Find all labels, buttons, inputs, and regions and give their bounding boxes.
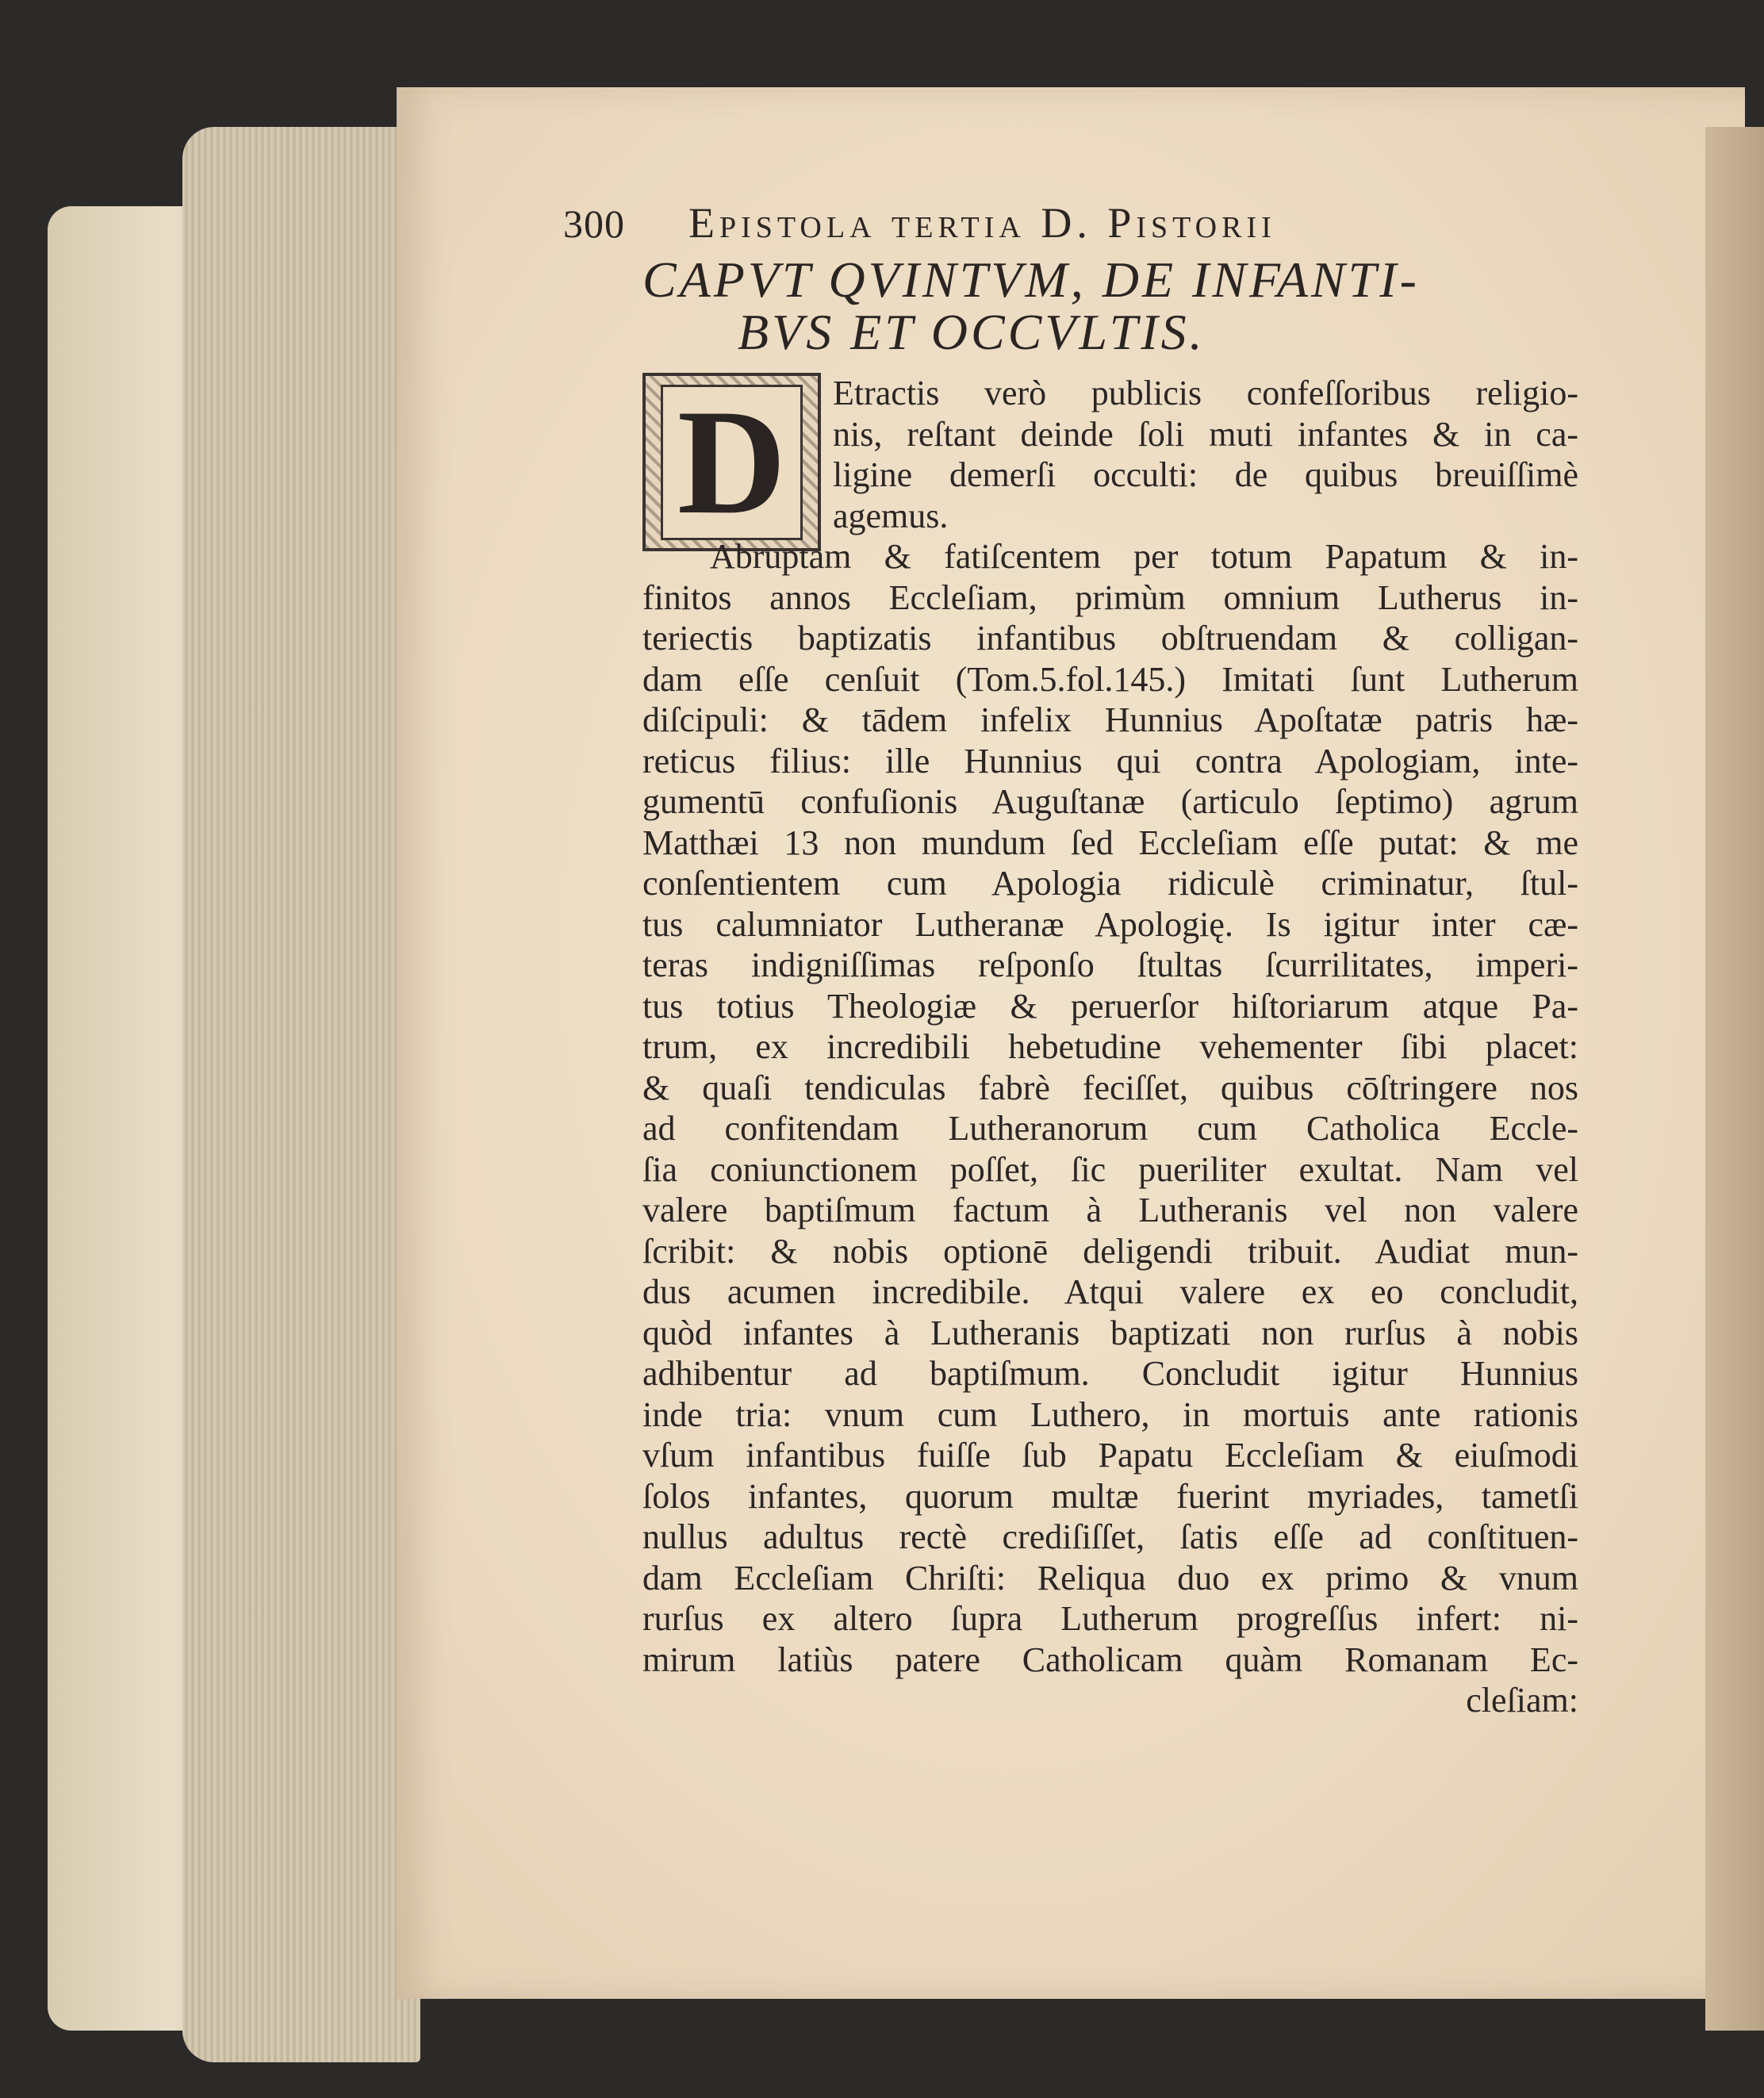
text-line: rurſus ex altero ſupra Lutherum progreſſus infert: ni-	[642, 1599, 1578, 1638]
running-head: Epistola tertia D. Pistorii	[688, 199, 1276, 247]
text-line: ad confitendam Lutheranorum cum Catholica Eccle-	[642, 1109, 1578, 1148]
text-line: diſcipuli: & tādem infelix Hunnius Apoſtatæ patris hæ-	[642, 700, 1578, 739]
text-line: nullus adultus rectè crediſiſſet, ſatis eſſe ad conſtituen-	[642, 1517, 1578, 1556]
text-line: Abruptam & fatiſcentem per totum Papatum & in-	[710, 537, 1578, 576]
text-line: tus totius Theologiæ & peruerſor hiſtoriarum atque Pa-	[642, 986, 1578, 1026]
text-line: ſolos infantes, quorum multæ fuerint myriades, tametſi	[642, 1476, 1578, 1516]
text-line: ſia coniunctionem poſſet, ſic pueriliter exultat. Nam vel	[642, 1149, 1578, 1189]
text-line: Matthæi 13 non mundum ſed Eccleſiam eſſe putat: & me	[642, 823, 1578, 862]
text-line: trum, ex incredibili hebetudine vehementer ſibi placet:	[642, 1027, 1578, 1066]
chapter-title-line: BVS ET OCCVLTIS.	[738, 306, 1206, 359]
text-line: adhibentur ad baptiſmum. Concludit igitur Hunnius	[642, 1354, 1578, 1393]
text-line: teras indigniſſimas reſponſo ſtultas ſcurrilitates, imperi-	[642, 945, 1578, 984]
chapter-title	[642, 254, 1570, 359]
text-line: quòd infantes à Lutheranis baptizati non rurſus à nobis	[642, 1313, 1578, 1352]
text-line: tus calumniator Lutheranæ Apologię. Is igitur inter cæ-	[642, 904, 1578, 944]
text-line: finitos annos Eccleſiam, primùm omnium Lutherus in-	[642, 577, 1578, 617]
text-line: vſum infantibus fuiſſe ſub Papatu Eccleſiam & eiuſmodi	[642, 1436, 1578, 1475]
page-header	[563, 198, 1594, 254]
text-line: teriectis baptizatis infantibus obſtruendam & colligan-	[642, 619, 1578, 658]
text-line: nis, reſtant deinde ſoli muti infantes & in ca-	[833, 414, 1578, 454]
initial-letter: D	[661, 385, 803, 540]
text-line: agemus.	[833, 496, 949, 535]
page-number: 300	[563, 201, 625, 246]
text-line: dam Eccleſiam Chriſti: Reliqua duo ex primo & vnum	[642, 1558, 1578, 1597]
text-line: ſcribit: & nobis optionē deligendi tribuit. Audiat mun-	[642, 1231, 1578, 1271]
text-line: inde tria: vnum cum Luthero, in mortuis ante rationis	[642, 1394, 1578, 1434]
text-line: ligine demerſi occulti: de quibus breuiſſimè	[833, 455, 1578, 494]
text-line: cleſiam:	[1466, 1681, 1578, 1720]
text-line: dam eſſe cenſuit (Tom.5.fol.145.) Imitati ſunt Lutherum	[642, 659, 1578, 699]
text-line: Etractis verò publicis confeſſoribus religio-	[833, 374, 1578, 412]
body-text	[642, 373, 1578, 1721]
text-line: mirum latiùs patere Catholicam quàm Romanam Ec-	[642, 1640, 1578, 1679]
facing-page-edge	[1705, 127, 1764, 2031]
text-line: valere baptiſmum factum à Lutheranis vel non valere	[642, 1191, 1578, 1229]
text-line: conſentientem cum Apologia ridiculè criminatur, ſtul-	[642, 864, 1578, 903]
text-line: reticus filius: ille Hunnius qui contra Apologiam, inte-	[642, 741, 1578, 781]
text-line: & quaſi tendiculas fabrè feciſſet, quibus cōſtringere nos	[642, 1068, 1578, 1107]
text-line: gumentū confuſionis Auguſtanæ (articulo ſeptimo) agrum	[642, 782, 1578, 821]
text-line: dus acumen incredibile. Atqui valere ex eo concludit,	[642, 1272, 1578, 1311]
chapter-title-line: CAPVT QVINTVM, DE INFANTI-	[642, 254, 1420, 306]
book-page-edges	[182, 127, 420, 2062]
